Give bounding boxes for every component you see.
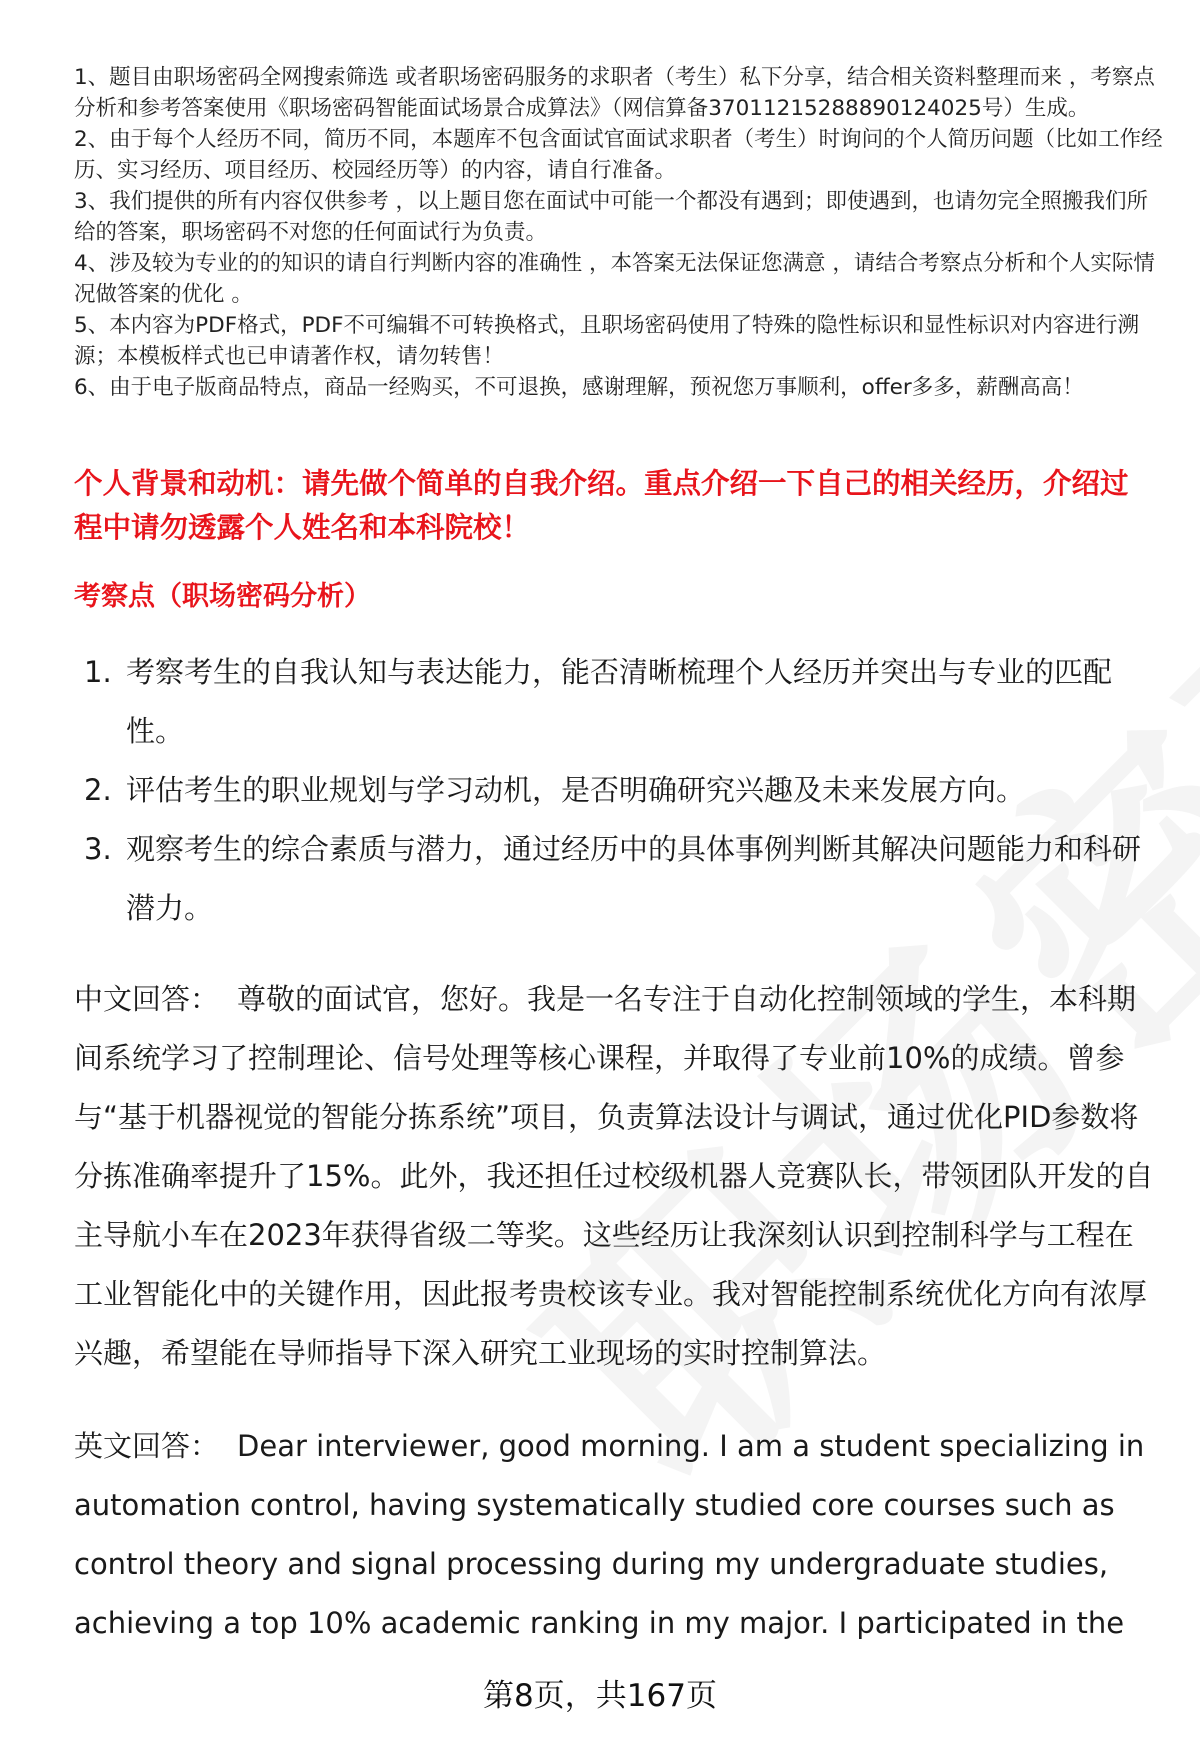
point-number: 2. (84, 773, 112, 807)
analysis-title: 考察点（职场密码分析） (74, 581, 371, 612)
chinese-answer-text: 尊敬的面试官，您好。我是一名专注于自动化控制领域的学生，本科期间系统学习了控制理论、信号处理等核心课程，并取得了专业前10%的成绩。曾参与“基于机器视觉的智能分拣系统”项目，负责算法设计与调试，通过优化PID参数将分拣准确率提升了15%。此外，我还担任过校级机器人竞赛队长，带领团队开发的自主导航小车在2023年获得省级二等奖。这些经历让我深刻认识到控制科学与工程在工业智能化中的关键作用，因此报考贵校该专业。我对智能控制系统优化方向有浓厚兴趣，希望能在导师指导下深入研究工业现场的实时控制算法。 (74, 982, 1154, 1370)
disclaimer-item: 2、由于每个人经历不同，简历不同，本题库不包含面试官面试求职者（考生）时询问的个人简历问题（比如工作经历、实习经历、项目经历、校园经历等）的内容，请自行准备。 (74, 127, 1163, 183)
disclaimer-item: 6、由于电子版商品特点，商品一经购买，不可退换，感谢理解，预祝您万事顺利，offer多多，薪酬高高！ (74, 375, 1084, 400)
analysis-point (74, 761, 1154, 820)
analysis-point (74, 643, 1154, 761)
point-number: 3. (84, 832, 112, 866)
english-answer (74, 1417, 1159, 1653)
point-number: 1. (84, 655, 112, 689)
disclaimer-item: 1、题目由职场密码全网搜索筛选 或者职场密码服务的求职者（考生）私下分享，结合相关资料整理而来 ，考察点分析和参考答案使用《职场密码智能面试场景合成算法》（网信算备37011215288890124025号）生成。 (74, 65, 1155, 121)
english-answer-label: 英文回答： (74, 1429, 220, 1463)
disclaimer-item: 5、本内容为PDF格式，PDF不可编辑不可转换格式，且职场密码使用了特殊的隐性标识和显性标识对内容进行溯源；本模板样式也已申请著作权，请勿转售！ (74, 313, 1139, 369)
disclaimer-item: 3、我们提供的所有内容仅供参考 ，以上题目您在面试中可能一个都没有遇到；即使遇到，也请勿完全照搬我们所给的答案，职场密码不对您的任何面试行为负责。 (74, 189, 1149, 245)
disclaimer-item: 4、涉及较为专业的的知识的请自行判断内容的准确性 ，本答案无法保证您满意 ，请结合考察点分析和个人实际情况做答案的优化 。 (74, 251, 1155, 307)
chinese-answer (74, 970, 1159, 1383)
disclaimer-list (74, 62, 1164, 403)
point-text: 考察考生的自我认知与表达能力，能否清晰梳理个人经历并突出与专业的匹配性。 (126, 655, 1113, 748)
chinese-answer-label: 中文回答： (74, 982, 220, 1016)
analysis-points (74, 643, 1154, 938)
page-number: 第8页，共167页 (483, 1678, 717, 1714)
english-answer-text: Dear interviewer, good morning. I am a student specializing in automation control, having systematically studied core courses such as control theory and signal processing during my undergraduate studies, achieving a top 10% academic ranking in my major. I participated in the (74, 1429, 1145, 1640)
point-text: 观察考生的综合素质与潜力，通过经历中的具体事例判断其解决问题能力和科研潜力。 (126, 832, 1142, 925)
point-text: 评估考生的职业规划与学习动机，是否明确研究兴趣及未来发展方向。 (126, 773, 1026, 807)
analysis-point (74, 820, 1154, 938)
question-heading: 个人背景和动机：请先做个简单的自我介绍。重点介绍一下自己的相关经历，介绍过程中请勿透露个人姓名和本科院校！ (74, 467, 1129, 544)
